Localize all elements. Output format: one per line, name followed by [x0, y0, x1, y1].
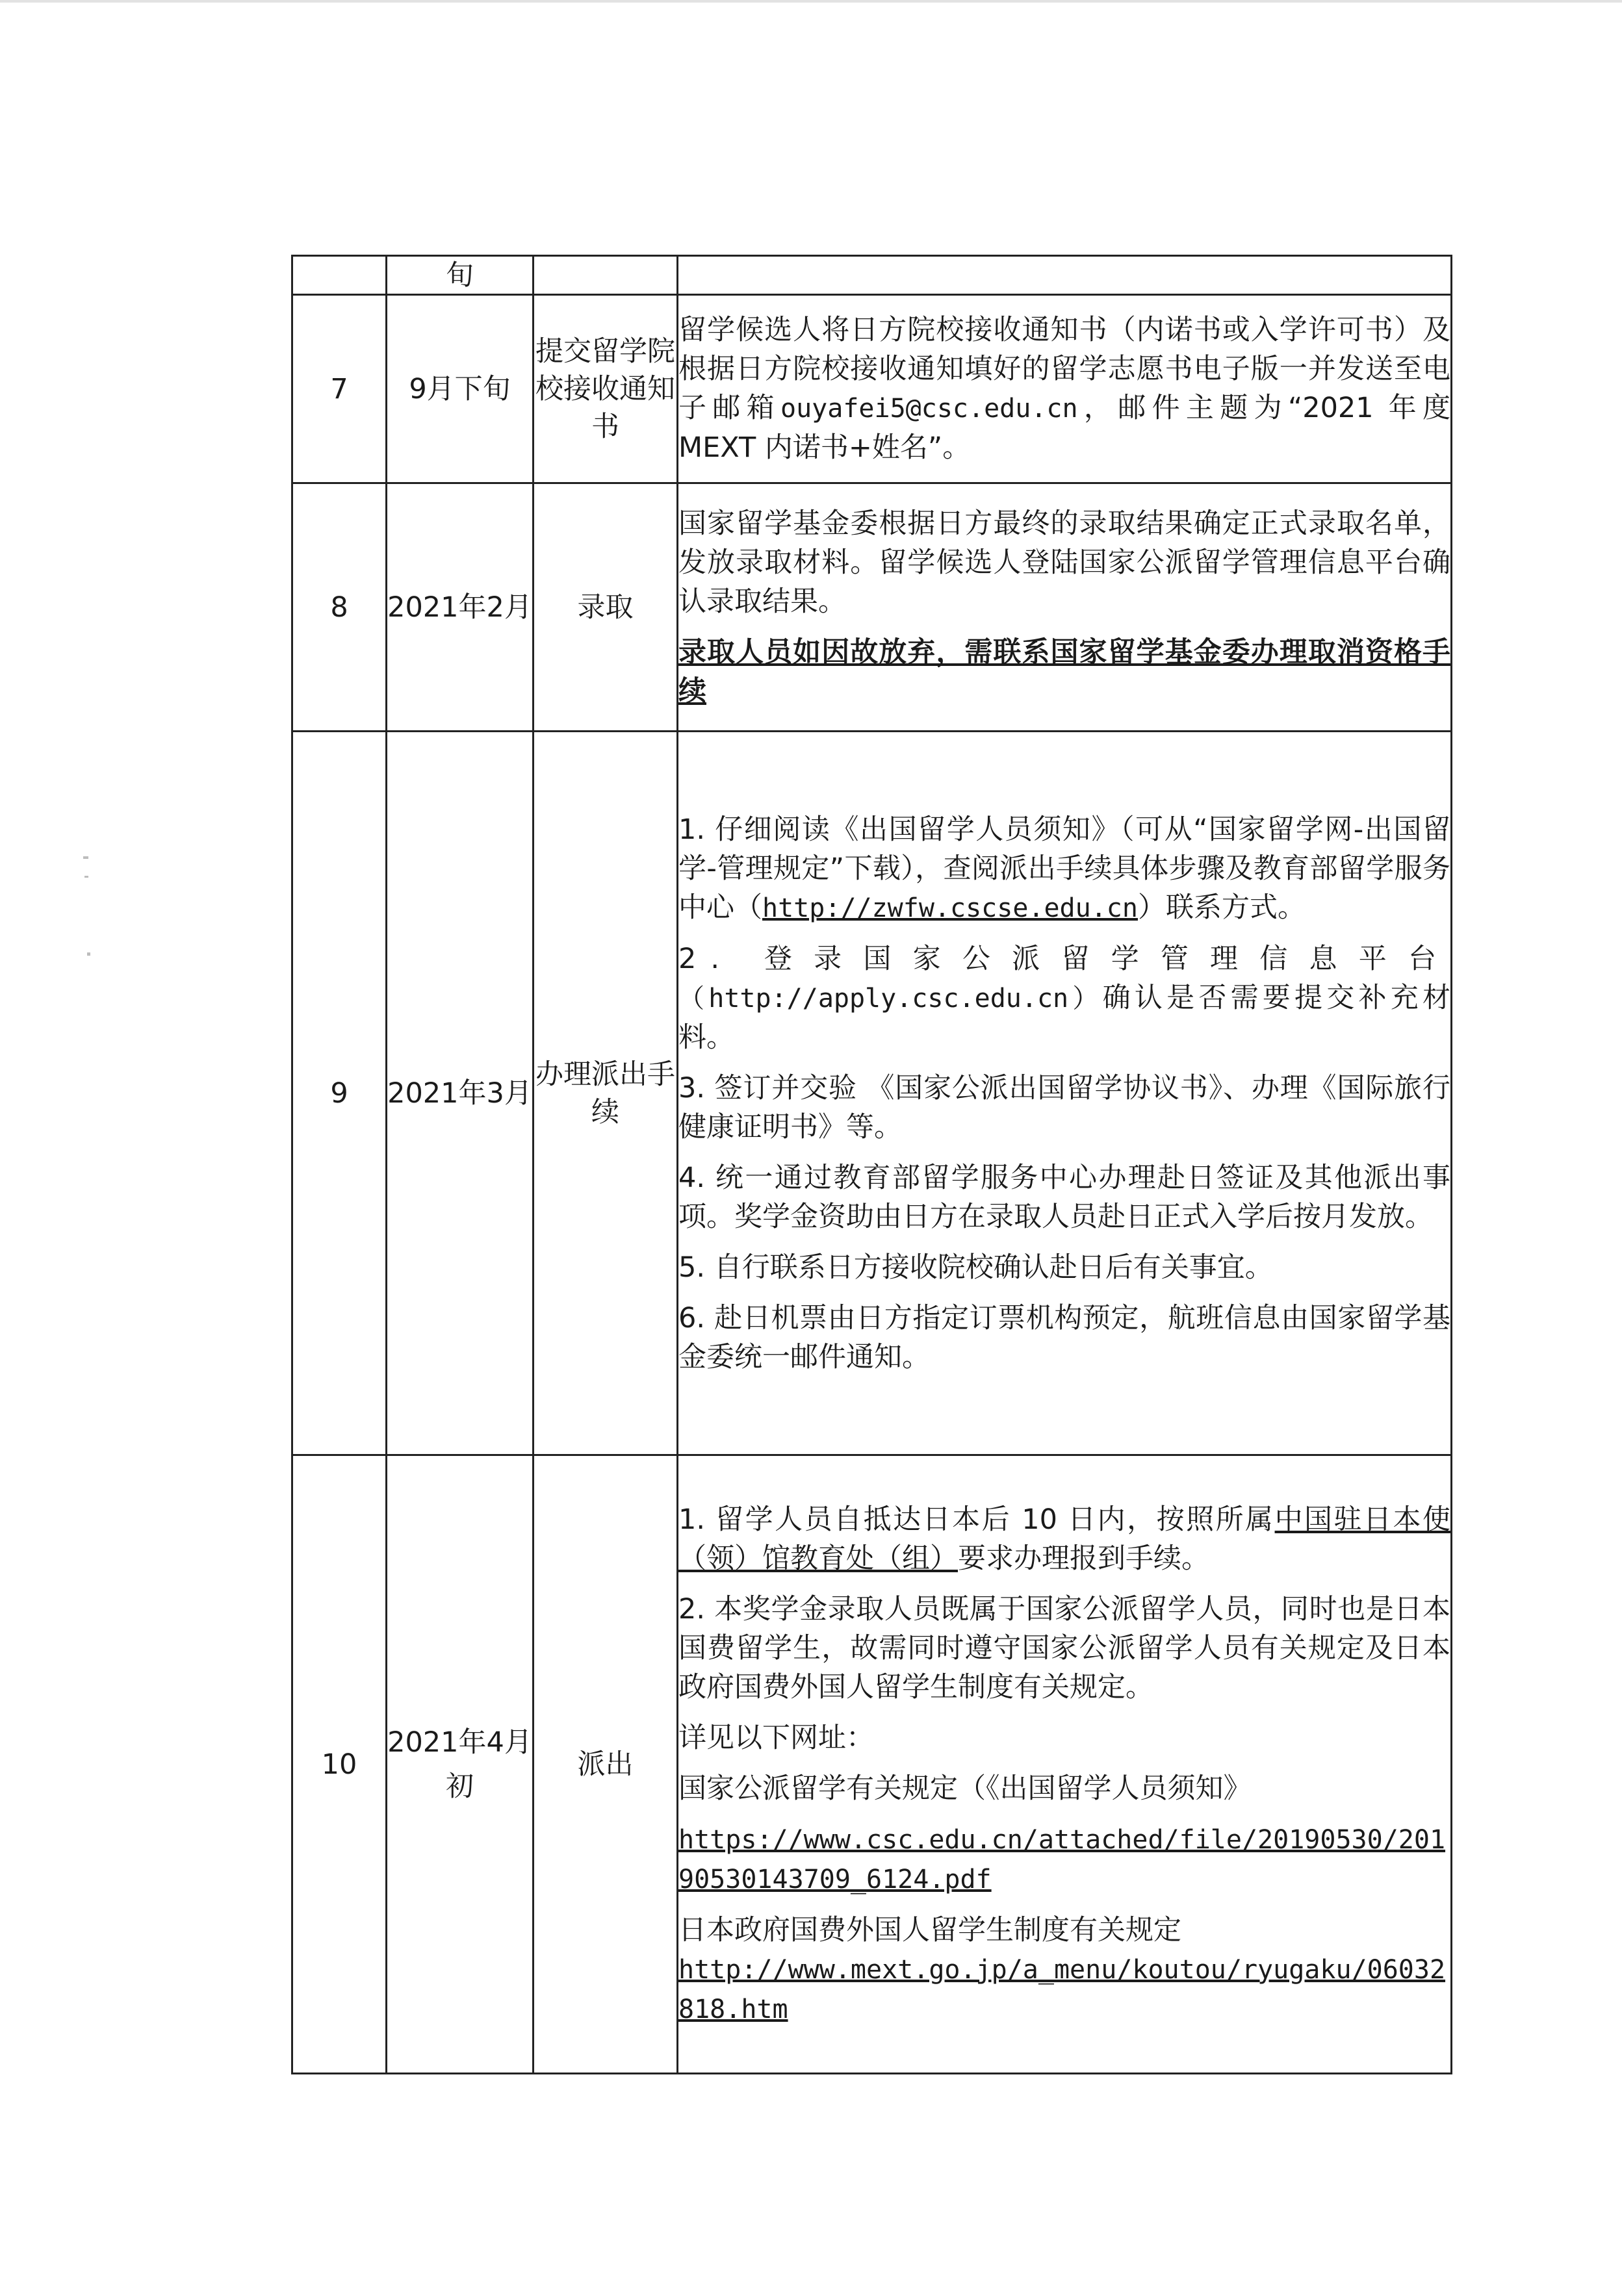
- detail-item-1: [678, 810, 1450, 928]
- row-detail: [678, 256, 1452, 295]
- row-step: [534, 256, 678, 295]
- table-row: [292, 295, 1452, 483]
- link-apply[interactable]: （http://apply.csc.edu.cn）: [678, 983, 1103, 1014]
- margin-mark: [87, 952, 90, 956]
- detail-text: 要求办理报到手续。: [958, 1542, 1209, 1575]
- embassy-link[interactable]: 中国驻日本使（领）馆教育处（组）: [678, 1503, 1451, 1575]
- detail-text: 确认是否需要提交补充材料。: [678, 981, 1451, 1054]
- margin-mark: [83, 856, 88, 859]
- detail-item-6: 6. 赴日机票由日方指定订票机构预定，航班信息由国家留学基金委统一邮件通知。: [678, 1301, 1450, 1373]
- row-number: 10: [292, 1455, 387, 2074]
- detail-paragraph: [678, 311, 1450, 467]
- table-row: [292, 483, 1452, 732]
- detail-paragraph: 国家留学基金委根据日方最终的录取结果确定正式录取名单，发放录取材料。留学候选人登陆国家公派留学管理信息平台确认录取结果。: [678, 507, 1450, 618]
- row-step: 办理派出手续: [534, 732, 678, 1455]
- detail-text: 留学候选人将日方院校接收通知书（内诺书或入学许可书）及根据日方院校接收通知填好的留学志愿书电子版一并发送至电子邮箱: [678, 314, 1450, 424]
- row-date: 2021年2月: [387, 483, 534, 732]
- detail-url-mext: [678, 1950, 1450, 2029]
- detail-text: 2. 登录国家公派留学管理信息平台: [678, 942, 1450, 975]
- detail-item-2: [678, 939, 1450, 1057]
- detail-item-1: [678, 1500, 1450, 1578]
- row-number: [292, 256, 387, 295]
- row-step: 录取: [534, 483, 678, 732]
- row-date: 2021年3月: [387, 732, 534, 1455]
- link-mext[interactable]: http://www.mext.go.jp/a_menu/koutou/ryugaku/06032818.htm: [678, 1954, 1446, 2024]
- row-detail: [678, 732, 1452, 1455]
- row-number: 8: [292, 483, 387, 732]
- detail-url-csc: [678, 1820, 1450, 1899]
- detail-item-5: 5. 自行联系日方接收院校确认赴日后有关事宜。: [678, 1251, 1273, 1284]
- detail-text: ）联系方式。: [1137, 891, 1306, 924]
- detail-text: 1. 仔细阅读《出国留学人员须知》（可从“国家留学网-出国留学-管理规定”下载），查阅派出手续具体步骤及教育部留学服务中心（: [678, 813, 1450, 924]
- row-date: 2021年4月初: [387, 1455, 534, 2074]
- detail-text: 1. 留学人员自抵达日本后 10 日内，按照所属: [678, 1503, 1275, 1536]
- schedule-table: [291, 255, 1452, 2074]
- detail-notice: 录取人员如因故放弃，需联系国家留学基金委办理取消资格手续: [678, 635, 1450, 708]
- table-row: [292, 1455, 1452, 2074]
- detail-item-3: 3. 签订并交验 《国家公派出国留学协议书》、办理《国际旅行健康证明书》等。: [678, 1071, 1450, 1143]
- row-number: 7: [292, 295, 387, 483]
- margin-mark: [84, 876, 88, 878]
- row-detail: [678, 483, 1452, 732]
- email-address[interactable]: ouyafei5@csc.edu.cn: [780, 394, 1078, 424]
- detail-see-below: 详见以下网址：: [678, 1721, 874, 1754]
- detail-item-2: 2. 本奖学金录取人员既属于国家公派留学人员，同时也是日本国费留学生，故需同时遵守国家公派留学人员有关规定及日本政府国费外国人留学生制度有关规定。: [678, 1592, 1450, 1703]
- row-date: 9月下旬: [387, 295, 534, 483]
- detail-item-4: 4. 统一通过教育部留学服务中心办理赴日签证及其他派出事项。奖学金资助由日方在录取人员赴日正式入学后按月发放。: [678, 1161, 1450, 1233]
- scan-edge-line: [0, 0, 1622, 3]
- row-detail: [678, 295, 1452, 483]
- row-date: 旬: [387, 256, 534, 295]
- row-detail: [678, 1455, 1452, 2074]
- detail-text: ，邮件主题为“2021 年度 MEXT 内诺书+姓名”。: [678, 392, 1450, 464]
- table-row: [292, 256, 1452, 295]
- link-csc-pdf[interactable]: https://www.csc.edu.cn/attached/file/20190530/20190530143709_6124.pdf: [678, 1824, 1446, 1894]
- row-step: 提交留学院校接收通知书: [534, 295, 678, 483]
- row-number: 9: [292, 732, 387, 1455]
- detail-mext-rules: 日本政府国费外国人留学生制度有关规定: [678, 1913, 1181, 1946]
- row-step: 派出: [534, 1455, 678, 2074]
- link-zwfw[interactable]: http://zwfw.cscse.edu.cn: [762, 893, 1138, 923]
- detail-csc-rules: 国家公派留学有关规定（《出国留学人员须知》: [678, 1772, 1252, 1805]
- table-row: [292, 732, 1452, 1455]
